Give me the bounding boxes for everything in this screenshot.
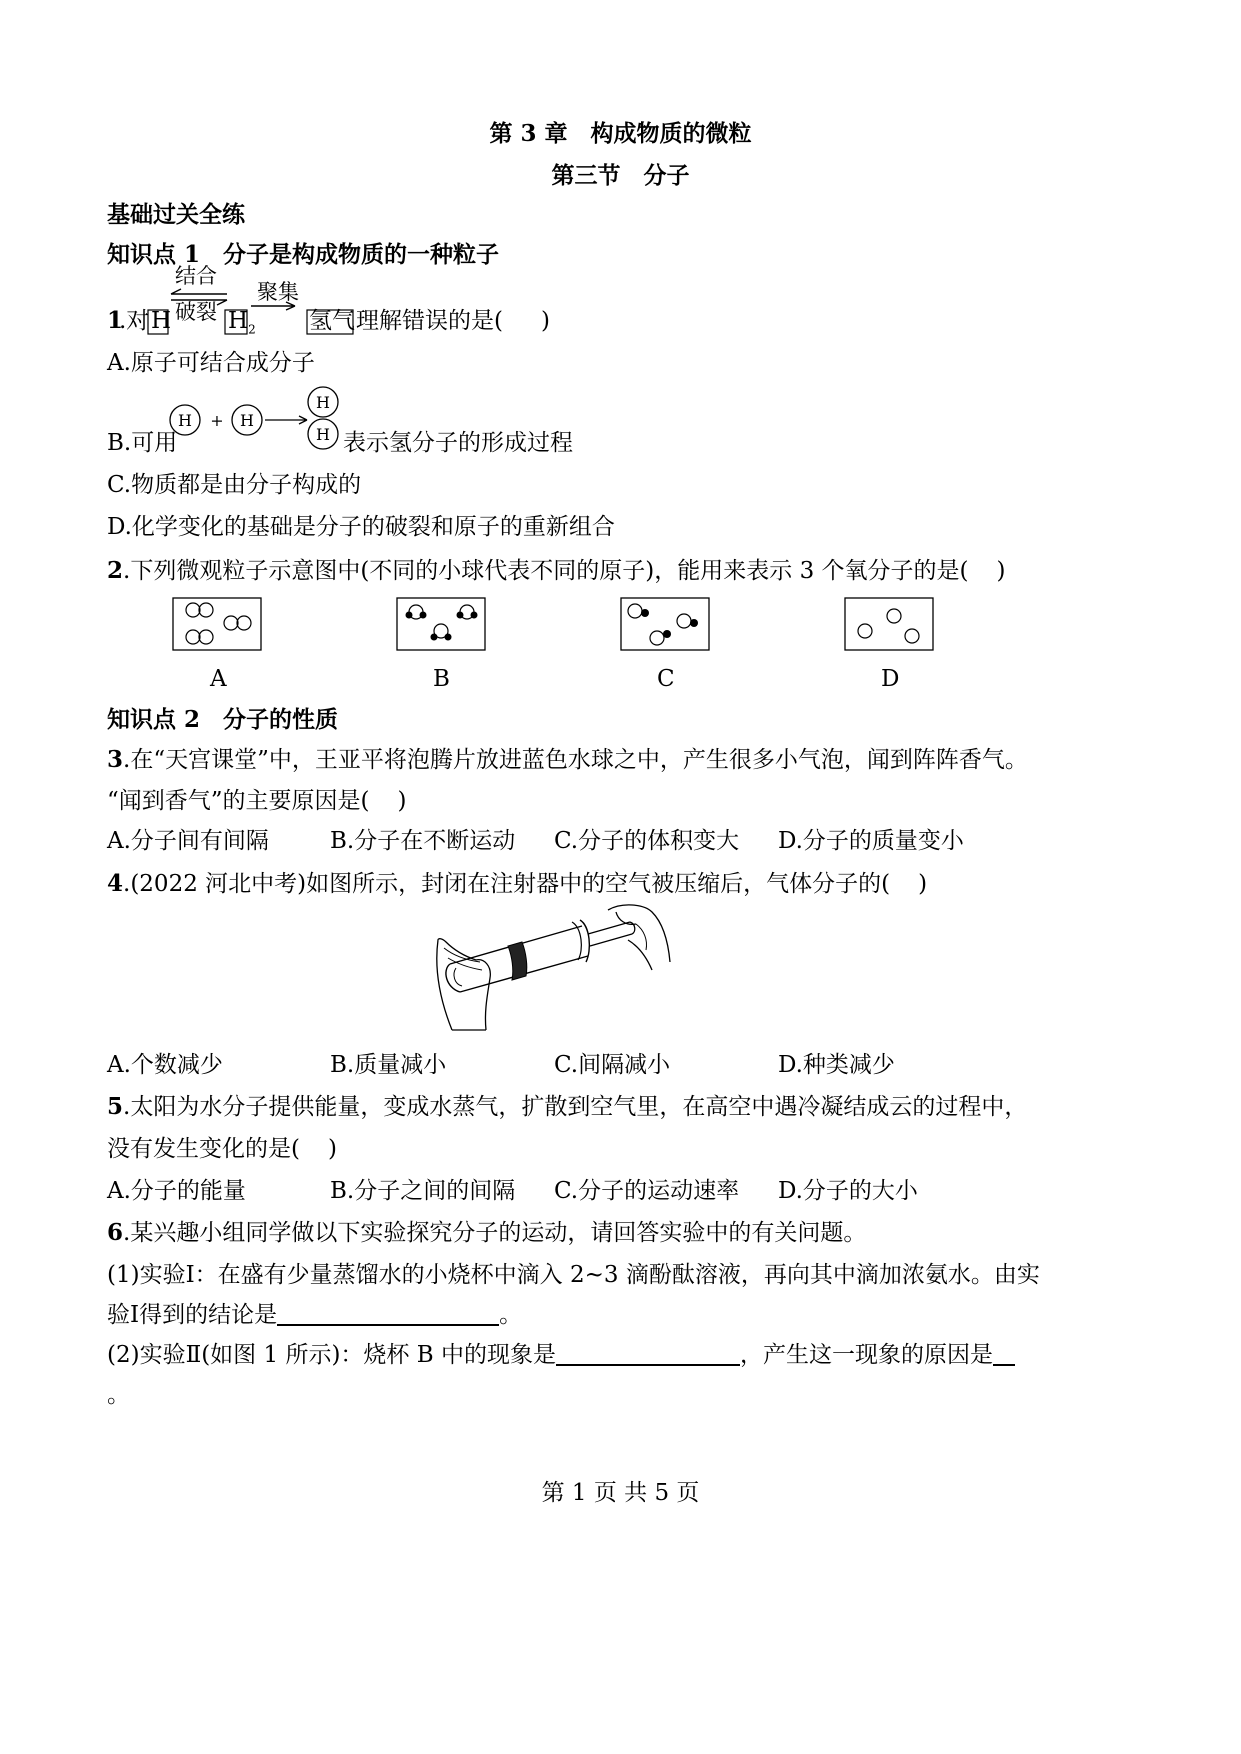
answer-blank-1[interactable] (277, 1300, 499, 1326)
knowledge-point-2: 知识点 2 分子的性质 (107, 706, 339, 733)
option-b-suffix: 表示氢分子的形成过程 (343, 430, 573, 456)
h2-molecule-label: $H_2$ (228, 308, 256, 337)
q6-sub2: (2)实验Ⅱ(如图 1 所示)：烧杯 B 中的现象是 ，产生这一现象的原因是 (107, 1340, 1015, 1370)
syringe-compression-illustration (432, 900, 672, 1036)
hydrogen-gas-label: 氢气 (309, 308, 355, 334)
q4-option-b: B.质量减小 (330, 1052, 447, 1078)
q6-sub1-line2: 验Ⅰ得到的结论是 。 (107, 1302, 523, 1328)
stem-end: 理解错误的是( (356, 308, 503, 334)
q2-label-a: A (210, 666, 227, 692)
plus-sign: + (210, 411, 224, 430)
q1-option-d: D.化学变化的基础是分子的破裂和原子的重新组合 (107, 514, 615, 540)
question-3-stem: 3.在“天宫课堂”中，王亚平将泡腾片放进蓝色水球之中，产生很多小气泡，闻到阵阵香气。 (107, 746, 1028, 773)
q5-option-b: B.分子之间的间隔 (330, 1178, 516, 1204)
question-4-stem: 4.(2022 河北中考)如图所示，封闭在注射器中的空气被压缩后，气体分子的( ) (107, 870, 928, 897)
q4-option-d: D.种类减少 (778, 1052, 895, 1078)
stem-prefix: .对 (119, 308, 150, 334)
q5-option-c: C.分子的运动速率 (554, 1178, 740, 1204)
q1-option-c: C.物质都是由分子构成的 (107, 472, 362, 498)
q1-option-a: A.原子可结合成分子 (107, 350, 315, 376)
page-footer: 第 1 页 共 5 页 (541, 1480, 700, 1506)
break-label: 破裂 (175, 300, 217, 324)
chapter-title: 第 3 章 构成物质的微粒 (489, 120, 752, 147)
practice-title: 基础过关全练 (107, 201, 245, 228)
question-5-stem: 5.太阳为水分子提供能量，变成水蒸气，扩散到空气里，在高空中遇冷凝结成云的过程中， (107, 1093, 1028, 1120)
q4-option-a: A.个数减少 (107, 1052, 223, 1078)
atom-h-left-text: H (178, 411, 192, 430)
q2-particle-diagrams (170, 596, 950, 656)
q3-option-a: A.分子间有间隔 (107, 828, 269, 854)
combine-label: 结合 (175, 264, 217, 288)
diagram-c (621, 598, 709, 650)
h-atom-label: H (151, 308, 172, 334)
answer-blank-3[interactable] (993, 1340, 1015, 1366)
option-b-prefix: B.可用 (107, 430, 178, 456)
q2-label-d: D (881, 666, 900, 692)
q4-option-c: C.间隔减小 (554, 1052, 671, 1078)
knowledge-point-1: 知识点 1 分子是构成物质的一种粒子 (107, 241, 500, 268)
q1-option-b (107, 384, 607, 462)
molecule-h-top-text: H (316, 393, 330, 412)
q3-option-b: B.分子在不断运动 (330, 828, 516, 854)
q5-option-d: D.分子的大小 (778, 1178, 918, 1204)
question-number: 1 (107, 307, 124, 334)
q3-option-c: C.分子的体积变大 (554, 828, 740, 854)
diagram-d (845, 598, 933, 650)
section-title: 第三节 分子 (551, 162, 690, 189)
diagram-a (173, 598, 261, 650)
answer-blank-2[interactable] (556, 1340, 740, 1366)
q6-sub1-line1: (1)实验Ⅰ：在盛有少量蒸馏水的小烧杯中滴入 2~3 滴酚酞溶液，再向其中滴加浓氨水。由实 (107, 1262, 1040, 1288)
aggregate-label: 聚集 (257, 280, 299, 304)
answer-paren-close: ) (541, 308, 550, 334)
question-6-stem: 6.某兴趣小组同学做以下实验探究分子的运动，请回答实验中的有关问题。 (107, 1219, 867, 1246)
question-1-stem (107, 262, 667, 342)
diagram-b (397, 598, 485, 650)
question-5-stem-line2: 没有发生变化的是( ) (107, 1136, 337, 1162)
q5-option-a: A.分子的能量 (107, 1178, 246, 1204)
question-3-stem-line2: “闻到香气”的主要原因是( ) (107, 788, 407, 814)
hydrogen-molecule-formation-diagram (167, 384, 347, 462)
question-2-stem: 2.下列微观粒子示意图中(不同的小球代表不同的原子)，能用来表示 3 个氧分子的是( ) (107, 557, 1006, 584)
q3-option-d: D.分子的质量变小 (778, 828, 964, 854)
q6-sub2-end: 。 (107, 1382, 130, 1408)
q2-label-c: C (657, 666, 675, 692)
atom-h-right-text: H (240, 411, 254, 430)
q2-label-b: B (433, 666, 450, 692)
molecule-h-bottom-text: H (316, 425, 330, 444)
